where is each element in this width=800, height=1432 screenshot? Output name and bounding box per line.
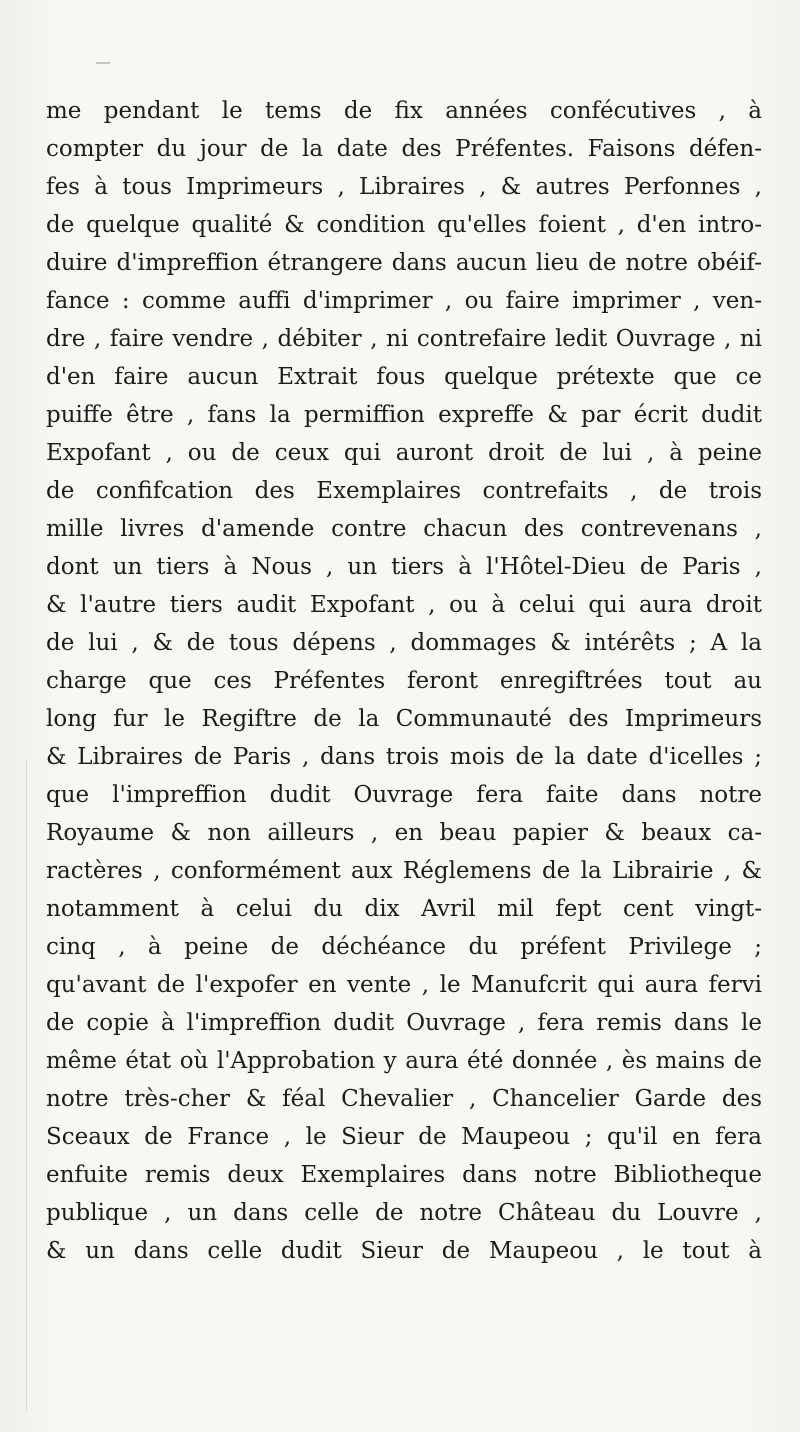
text-line: Sceaux de France , le Sieur de Maupeou ; qu'il en fera [46, 1124, 762, 1150]
page-edge-line [26, 760, 27, 1410]
text-line: de confifcation des Exemplaires contrefaits , de trois [46, 478, 762, 504]
text-line: me pendant le tems de fix années confécutives , à [46, 98, 762, 124]
text-line: long fur le Regiftre de la Communauté des Imprimeurs [46, 706, 762, 732]
text-line: même état où l'Approbation y aura été donnée , ès mains de [46, 1048, 762, 1074]
text-line: publique , un dans celle de notre Château du Louvre , [46, 1200, 762, 1226]
text-line: charge que ces Préfentes feront enregiftrées tout au [46, 668, 762, 694]
text-line: cinq , à peine de déchéance du préfent Privilege ; [46, 934, 762, 960]
text-line: & l'autre tiers audit Expofant , ou à celui qui aura droit [46, 592, 762, 618]
text-line: notre très-cher & féal Chevalier , Chancelier Garde des [46, 1086, 762, 1112]
text-line: Expofant , ou de ceux qui auront droit de lui , à peine [46, 440, 762, 466]
text-line: fes à tous Imprimeurs , Libraires , & autres Perfonnes , [46, 174, 762, 200]
text-line: Royaume & non ailleurs , en beau papier & beaux ca- [46, 820, 762, 846]
text-line: que l'impreffion dudit Ouvrage fera faite dans notre [46, 782, 762, 808]
text-line: de quelque qualité & condition qu'elles foient , d'en intro- [46, 212, 762, 238]
text-line: duire d'impreffion étrangere dans aucun lieu de notre obéif- [46, 250, 762, 276]
text-line: ractères , conformément aux Réglemens de la Librairie , & [46, 858, 762, 884]
text-line: & Libraires de Paris , dans trois mois de la date d'icelles ; [46, 744, 762, 770]
text-line: puiffe être , fans la permiffion expreffe & par écrit dudit [46, 402, 762, 428]
page-mark [96, 62, 110, 64]
text-line: dre , faire vendre , débiter , ni contrefaire ledit Ouvrage , ni [46, 326, 762, 352]
text-line: d'en faire aucun Extrait fous quelque prétexte que ce [46, 364, 762, 390]
text-line: mille livres d'amende contre chacun des contrevenans , [46, 516, 762, 542]
text-line: notamment à celui du dix Avril mil fept cent vingt- [46, 896, 762, 922]
text-line: enfuite remis deux Exemplaires dans notre Bibliotheque [46, 1162, 762, 1188]
text-line: compter du jour de la date des Préfentes. Faisons défen- [46, 136, 762, 162]
text-line: dont un tiers à Nous , un tiers à l'Hôtel-Dieu de Paris , [46, 554, 762, 580]
text-line: qu'avant de l'expofer en vente , le Manufcrit qui aura fervi [46, 972, 762, 998]
text-line: de lui , & de tous dépens , dommages & intérêts ; A la [46, 630, 762, 656]
text-line: & un dans celle dudit Sieur de Maupeou , le tout à [46, 1238, 762, 1264]
page-text-block [46, 92, 762, 1270]
text-line: de copie à l'impreffion dudit Ouvrage , fera remis dans le [46, 1010, 762, 1036]
text-line: fance : comme auffi d'imprimer , ou faire imprimer , ven- [46, 288, 762, 314]
